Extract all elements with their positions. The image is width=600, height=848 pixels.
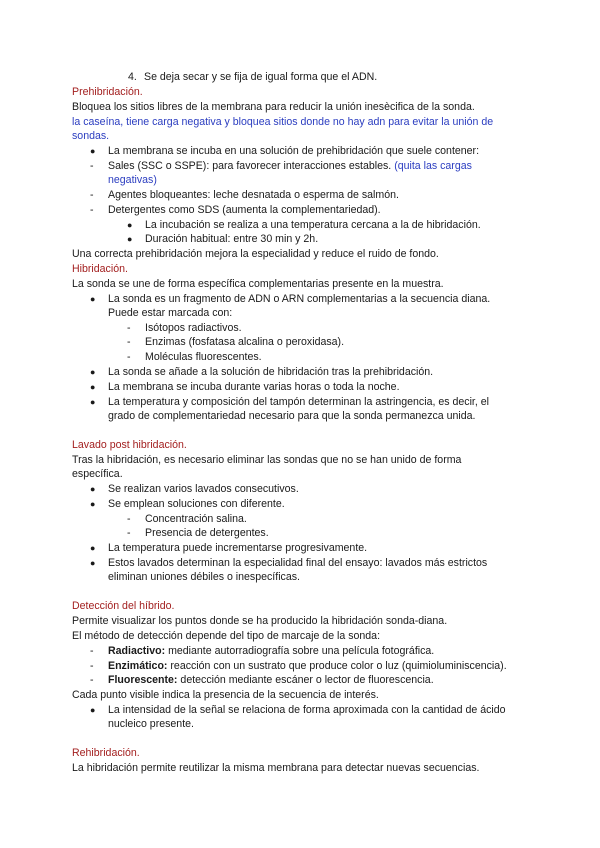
dash-icon: - xyxy=(127,527,131,539)
dash-icon: - xyxy=(90,645,94,657)
bullet-icon: ● xyxy=(127,220,133,230)
dash-text: Enzimático: reacción con un sustrato que produce color o luz (quimioluminiscencia). xyxy=(108,660,507,672)
bullet-text: Puede estar marcada con: xyxy=(108,307,233,319)
note-text: la caseína, tiene carga negativa y bloquea sitios donde no hay adn para evitar la unión de xyxy=(72,116,494,128)
paragraph: La sonda se une de forma específica complementarias presente en la muestra. xyxy=(72,278,444,290)
dash-text: Moléculas fluorescentes. xyxy=(145,351,262,363)
bullet-text: La temperatura y composición del tampón determinan la astringencia, es decir, el xyxy=(108,396,489,408)
note-text: negativas) xyxy=(108,174,157,186)
bullet-text: eliminan uniones débiles o inespecíficas. xyxy=(108,571,300,583)
dash-icon: - xyxy=(127,513,131,525)
paragraph: La hibridación permite reutilizar la misma membrana para detectar nuevas secuencias. xyxy=(72,762,480,774)
section-heading-rehibridacion: Rehibridación. xyxy=(72,747,140,759)
bullet-icon: ● xyxy=(90,382,96,392)
bullet-icon: ● xyxy=(90,558,96,568)
dash-text: Radiactivo: mediante autorradiografía sobre una película fotográfica. xyxy=(108,645,435,657)
dash-text: Presencia de detergentes. xyxy=(145,527,269,539)
bullet-text: Estos lavados determinan la especialidad final del ensayo: lavados más estrictos xyxy=(108,557,488,569)
bullet-text: grado de complementariedad necesario para que la sonda permanezca unida. xyxy=(108,410,476,422)
section-heading-prehibridacion: Prehibridación. xyxy=(72,86,143,98)
dash-icon: - xyxy=(90,660,94,672)
bullet-text: La membrana se incuba durante varias horas o toda la noche. xyxy=(108,381,400,393)
dash-icon: - xyxy=(127,322,131,334)
paragraph: Una correcta prehibridación mejora la especialidad y reduce el ruido de fondo. xyxy=(72,248,439,260)
dash-icon: - xyxy=(90,204,94,216)
dash-text: Detergentes como SDS (aumenta la complementariedad). xyxy=(108,204,381,216)
dash-text: Agentes bloqueantes: leche desnatada o esperma de salmón. xyxy=(108,189,399,201)
bullet-icon: ● xyxy=(90,397,96,407)
bullet-text: La temperatura puede incrementarse progresivamente. xyxy=(108,542,368,554)
bullet-icon: ● xyxy=(127,234,133,244)
bullet-icon: ● xyxy=(90,705,96,715)
bullet-text: Se realizan varios lavados consecutivos. xyxy=(108,483,299,495)
note-text: sondas. xyxy=(72,130,110,142)
dash-icon: - xyxy=(127,336,131,348)
section-heading-lavado: Lavado post hibridación. xyxy=(72,439,187,451)
bullet-icon: ● xyxy=(90,367,96,377)
list-item-text: Se deja secar y se fija de igual forma que el ADN. xyxy=(144,71,378,83)
bullet-text: La sonda se añade a la solución de hibridación tras la prehibridación. xyxy=(108,366,434,378)
dash-icon: - xyxy=(90,674,94,686)
paragraph: Tras la hibridación, es necesario eliminar las sondas que no se han unido de forma xyxy=(72,454,462,466)
bullet-icon: ● xyxy=(90,484,96,494)
paragraph: El método de detección depende del tipo de marcaje de la sonda: xyxy=(72,630,381,642)
paragraph: Cada punto visible indica la presencia de la secuencia de interés. xyxy=(72,689,379,701)
sub-bullet-text: La incubación se realiza a una temperatura cercana a la de hibridación. xyxy=(145,219,481,231)
paragraph: específica. xyxy=(72,468,123,480)
dash-text: Isótopos radiactivos. xyxy=(145,322,242,334)
dash-icon: - xyxy=(90,189,94,201)
dash-icon: - xyxy=(90,160,94,172)
bullet-text: La intensidad de la señal se relaciona de forma aproximada con la cantidad de ácido xyxy=(108,704,506,716)
bullet-text: La membrana se incuba en una solución de prehibridación que suele contener: xyxy=(108,145,480,157)
dash-icon: - xyxy=(127,351,131,363)
dash-text: Concentración salina. xyxy=(145,513,247,525)
section-heading-hibridacion: Hibridación. xyxy=(72,263,128,275)
dash-text: Fluorescente: detección mediante escáner o lector de fluorescencia. xyxy=(108,674,434,686)
paragraph: Bloquea los sitios libres de la membrana para reducir la unión inesècifica de la sonda. xyxy=(72,101,475,113)
bullet-icon: ● xyxy=(90,146,96,156)
bullet-icon: ● xyxy=(90,294,96,304)
dash-text: Enzimas (fosfatasa alcalina o peroxidasa). xyxy=(145,336,345,348)
paragraph: Permite visualizar los puntos donde se ha producido la hibridación sonda-diana. xyxy=(72,615,448,627)
bullet-icon: ● xyxy=(90,543,96,553)
section-heading-deteccion: Detección del híbrido. xyxy=(72,600,175,612)
bullet-text: La sonda es un fragmento de ADN o ARN complementarias a la secuencia diana. xyxy=(108,293,491,305)
bullet-text: Se emplean soluciones con diferente. xyxy=(108,498,285,510)
dash-text: Sales (SSC o SSPE): para favorecer interacciones estables. (quita las cargas xyxy=(108,160,472,172)
list-number: 4. xyxy=(128,71,137,83)
sub-bullet-text: Duración habitual: entre 30 min y 2h. xyxy=(145,233,319,245)
bullet-icon: ● xyxy=(90,499,96,509)
bullet-text: nucleico presente. xyxy=(108,718,194,730)
